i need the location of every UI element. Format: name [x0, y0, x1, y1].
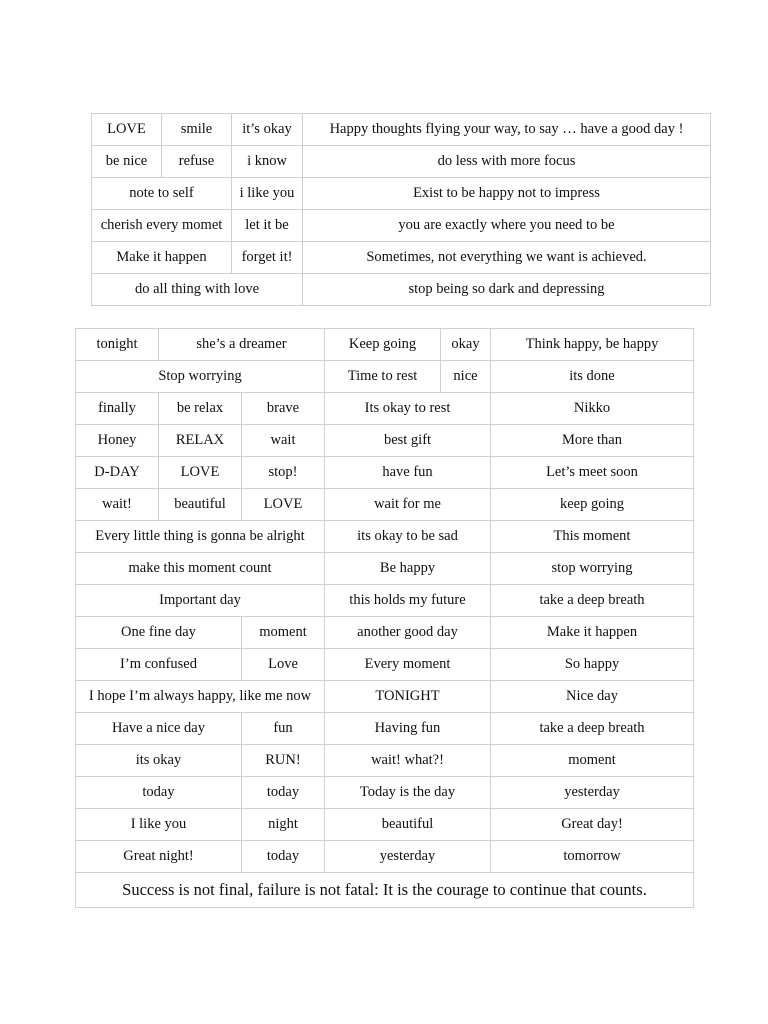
table-row — [76, 649, 694, 681]
table-cell: I’m confused — [76, 649, 242, 681]
table-cell: Exist to be happy not to impress — [303, 178, 711, 210]
table-cell: beautiful — [159, 489, 242, 521]
table-cell: best gift — [325, 425, 491, 457]
table-cell: Time to rest — [325, 361, 441, 393]
table-cell: this holds my future — [325, 585, 491, 617]
table-row — [92, 114, 711, 146]
table-row — [92, 274, 711, 306]
table-cell: Every moment — [325, 649, 491, 681]
table-cell: its done — [491, 361, 694, 393]
table-cell: nice — [441, 361, 491, 393]
table-cell: okay — [441, 329, 491, 361]
table-cell: Today is the day — [325, 777, 491, 809]
table-cell: Nice day — [491, 681, 694, 713]
table-cell: Keep going — [325, 329, 441, 361]
table-cell: fun — [242, 713, 325, 745]
table-cell: Nikko — [491, 393, 694, 425]
table-cell: TONIGHT — [325, 681, 491, 713]
table-cell: Make it happen — [491, 617, 694, 649]
table-cell: wait! what?! — [325, 745, 491, 777]
table-cell: be relax — [159, 393, 242, 425]
table-row — [76, 617, 694, 649]
table-row — [76, 745, 694, 777]
table-cell: Every little thing is gonna be alright — [76, 521, 325, 553]
table-cell: Its okay to rest — [325, 393, 491, 425]
table-cell: Think happy, be happy — [491, 329, 694, 361]
table-cell: So happy — [491, 649, 694, 681]
table-cell: have fun — [325, 457, 491, 489]
table-cell: you are exactly where you need to be — [303, 210, 711, 242]
table-cell: Have a nice day — [76, 713, 242, 745]
table-cell: RELAX — [159, 425, 242, 457]
table-cell: Great night! — [76, 841, 242, 873]
table-row — [76, 681, 694, 713]
table-cell: Love — [242, 649, 325, 681]
table-cell: take a deep breath — [491, 713, 694, 745]
table-cell: be nice — [92, 146, 162, 178]
table-cell: refuse — [162, 146, 232, 178]
table-row — [76, 841, 694, 873]
table-row — [76, 393, 694, 425]
table-cell: keep going — [491, 489, 694, 521]
table-row — [76, 713, 694, 745]
table-row — [76, 361, 694, 393]
table-cell: Important day — [76, 585, 325, 617]
table-row — [76, 777, 694, 809]
table-cell: note to self — [92, 178, 232, 210]
table-cell: Stop worrying — [76, 361, 325, 393]
table-cell: LOVE — [159, 457, 242, 489]
table-cell: brave — [242, 393, 325, 425]
table-cell: let it be — [232, 210, 303, 242]
table-row — [76, 425, 694, 457]
table-cell: moment — [491, 745, 694, 777]
table-row — [92, 242, 711, 274]
table-cell: it’s okay — [232, 114, 303, 146]
table-cell: moment — [242, 617, 325, 649]
table-cell: forget it! — [232, 242, 303, 274]
table-row — [92, 178, 711, 210]
table-cell: stop worrying — [491, 553, 694, 585]
quote-row — [76, 873, 694, 908]
table-row — [92, 146, 711, 178]
table-cell: This moment — [491, 521, 694, 553]
table-cell: tonight — [76, 329, 159, 361]
table-cell: I hope I’m always happy, like me now — [76, 681, 325, 713]
table-cell: take a deep breath — [491, 585, 694, 617]
table-cell: today — [242, 841, 325, 873]
table-cell: Great day! — [491, 809, 694, 841]
table-cell: smile — [162, 114, 232, 146]
table-row — [76, 489, 694, 521]
table-row — [76, 585, 694, 617]
table-cell: do less with more focus — [303, 146, 711, 178]
table-cell: Make it happen — [92, 242, 232, 274]
table-cell: yesterday — [325, 841, 491, 873]
table-cell: night — [242, 809, 325, 841]
table-cell: wait for me — [325, 489, 491, 521]
table-cell: i know — [232, 146, 303, 178]
table-cell: Happy thoughts flying your way, to say … have a good day ! — [303, 114, 711, 146]
table-cell: LOVE — [92, 114, 162, 146]
table-cell: More than — [491, 425, 694, 457]
table-cell: Honey — [76, 425, 159, 457]
table-row — [76, 809, 694, 841]
table-cell: do all thing with love — [92, 274, 303, 306]
table-cell: Be happy — [325, 553, 491, 585]
table-cell: she’s a dreamer — [159, 329, 325, 361]
table-cell: D-DAY — [76, 457, 159, 489]
table-row — [76, 521, 694, 553]
table-row — [76, 553, 694, 585]
table-cell: I like you — [76, 809, 242, 841]
table-cell: today — [76, 777, 242, 809]
table-cell: beautiful — [325, 809, 491, 841]
table-cell: Let’s meet soon — [491, 457, 694, 489]
table-cell: wait! — [76, 489, 159, 521]
table-cell: stop being so dark and depressing — [303, 274, 711, 306]
table-cell: Sometimes, not everything we want is achieved. — [303, 242, 711, 274]
table-cell: yesterday — [491, 777, 694, 809]
table-row — [92, 210, 711, 242]
table-cell: another good day — [325, 617, 491, 649]
table-cell: LOVE — [242, 489, 325, 521]
table-cell: stop! — [242, 457, 325, 489]
sticker-table-bottom — [75, 328, 694, 908]
quote-cell: Success is not final, failure is not fatal: It is the courage to continue that counts. — [76, 873, 694, 908]
table-cell: today — [242, 777, 325, 809]
table-cell: finally — [76, 393, 159, 425]
table-cell: Having fun — [325, 713, 491, 745]
table-cell: its okay to be sad — [325, 521, 491, 553]
table-cell: its okay — [76, 745, 242, 777]
table-cell: i like you — [232, 178, 303, 210]
table-row — [76, 457, 694, 489]
table-row — [76, 329, 694, 361]
table-cell: cherish every momet — [92, 210, 232, 242]
table-cell: RUN! — [242, 745, 325, 777]
table-cell: tomorrow — [491, 841, 694, 873]
table-cell: One fine day — [76, 617, 242, 649]
table-cell: wait — [242, 425, 325, 457]
sticker-table-top — [91, 113, 711, 306]
table-cell: make this moment count — [76, 553, 325, 585]
